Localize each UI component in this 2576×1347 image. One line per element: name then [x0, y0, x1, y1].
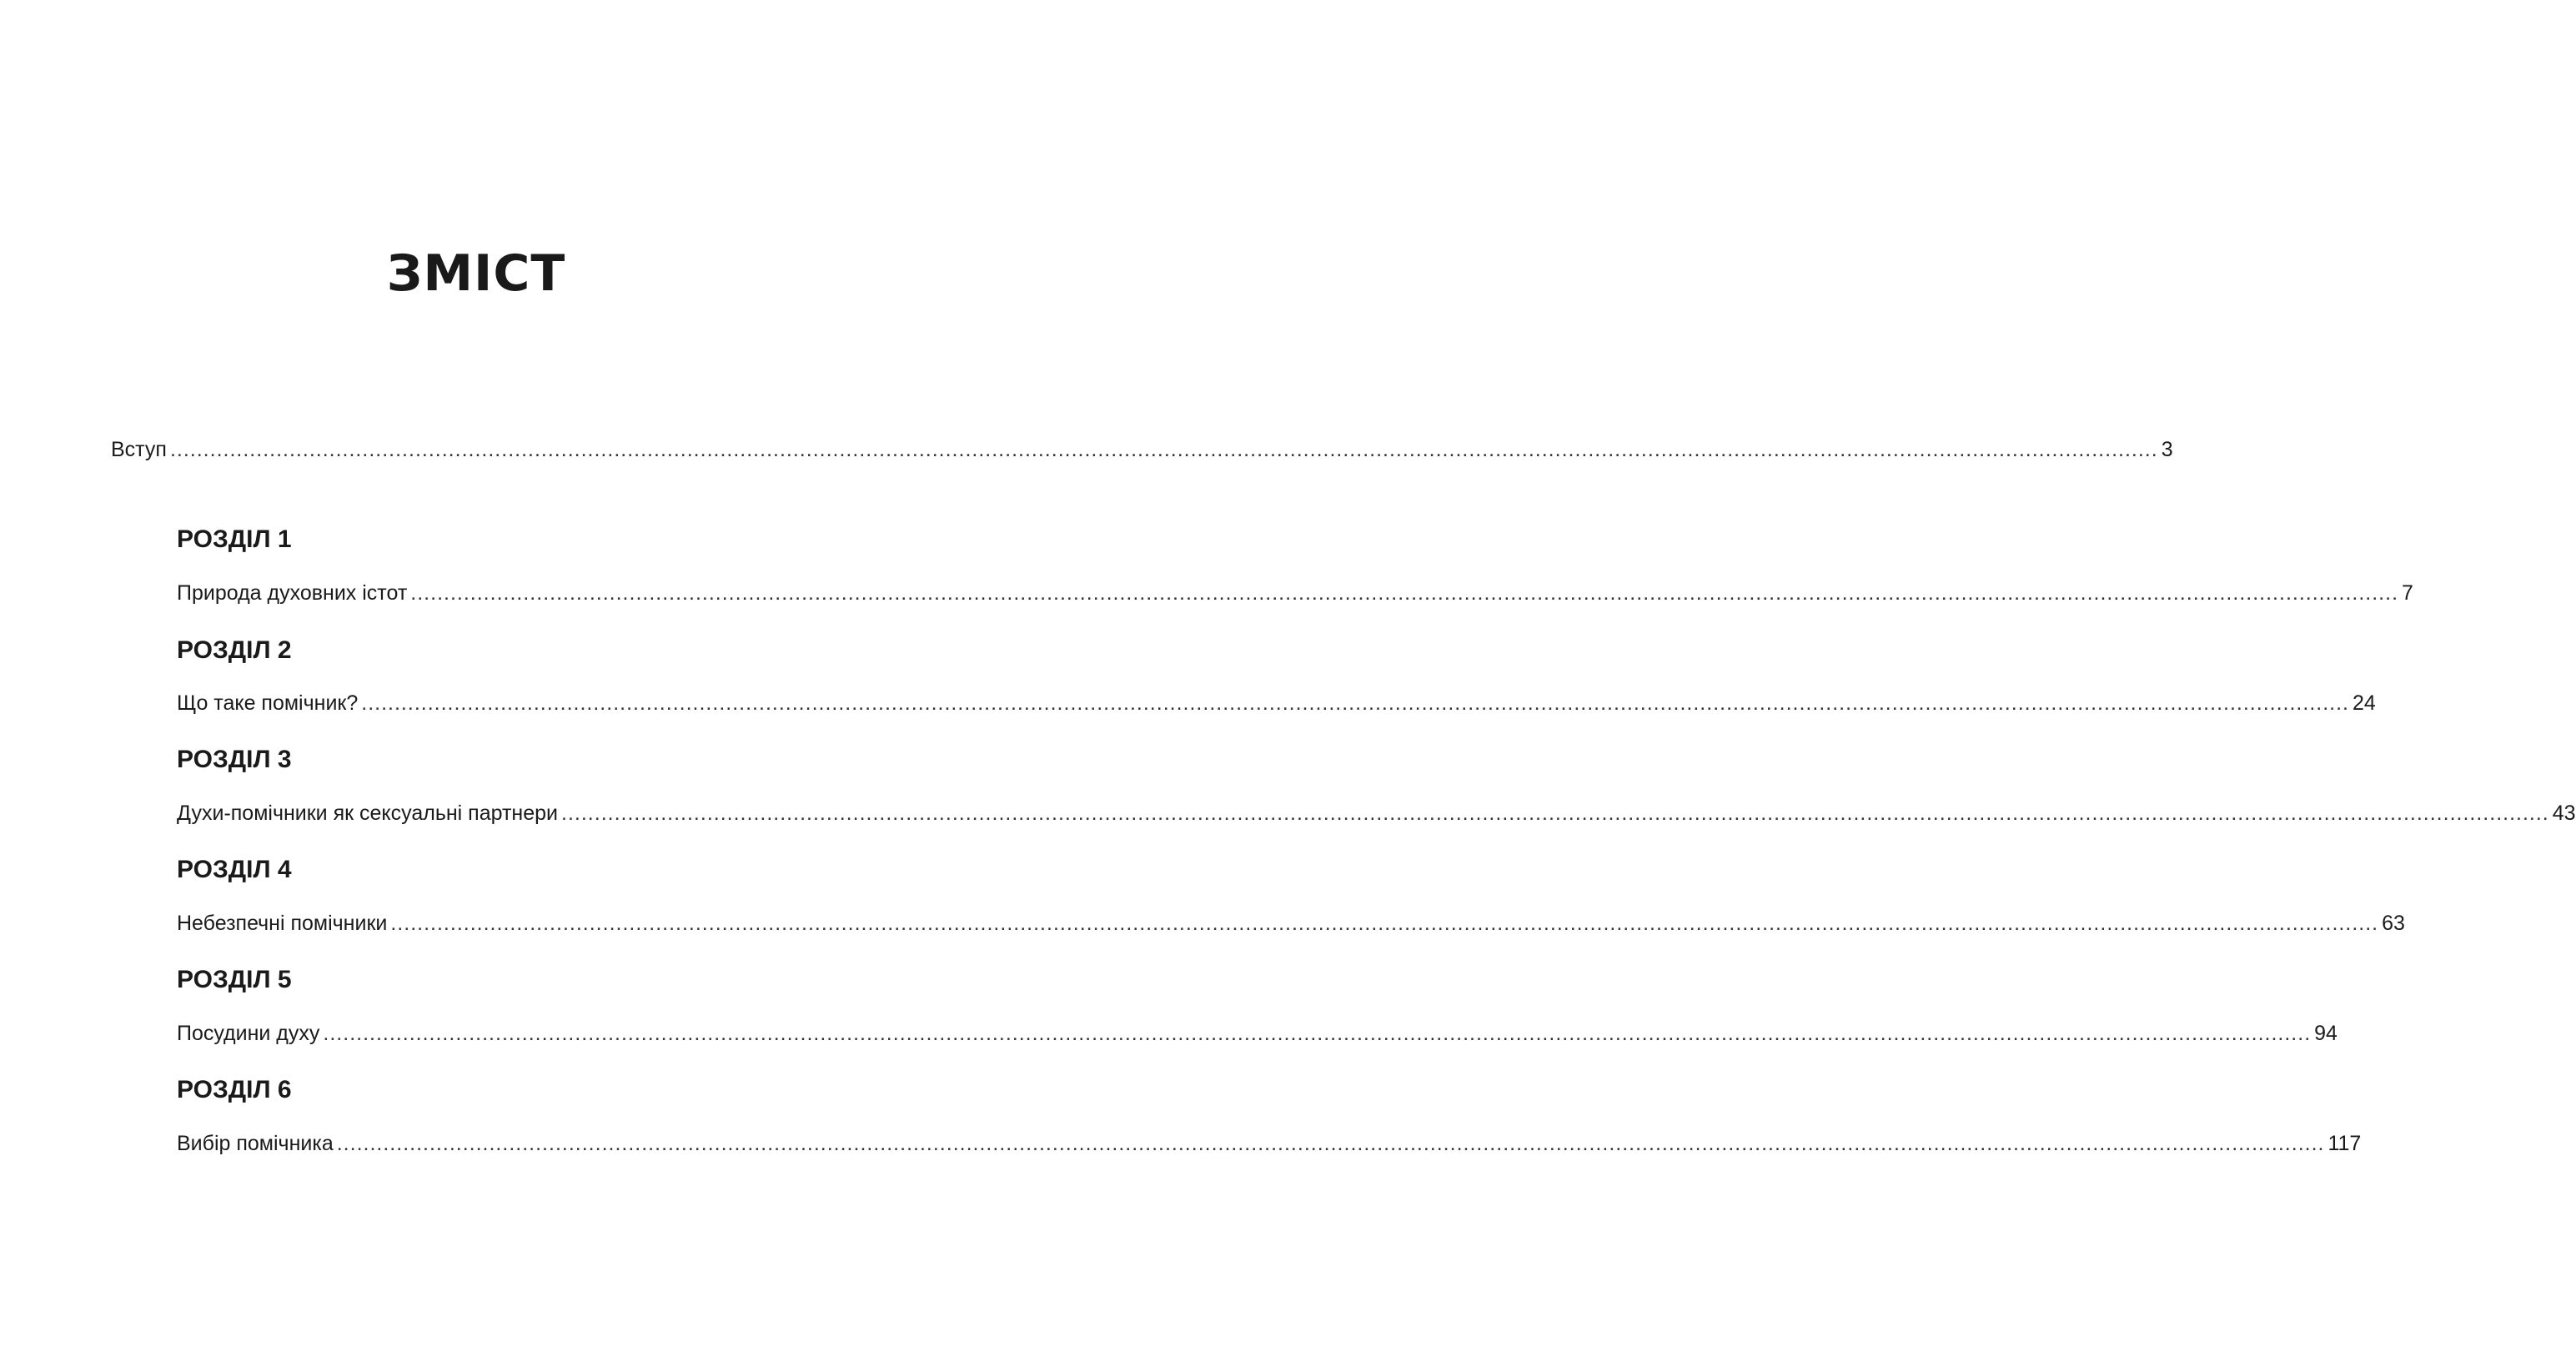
toc-page-number: 63 [2382, 912, 2405, 935]
chapter-heading-2: РОЗДІЛ 2 [177, 636, 292, 664]
chapter-heading-5: РОЗДІЛ 5 [177, 966, 292, 993]
dot-leader: ............................................................................................................................................................................................................................................................................................................ [169, 438, 2158, 461]
chapter-heading-6: РОЗДІЛ 6 [177, 1076, 292, 1103]
chapter-heading-1: РОЗДІЛ 1 [177, 525, 292, 553]
toc-entry-chapter-1[interactable] [177, 580, 2413, 606]
toc-entry-title: Вступ [111, 438, 167, 461]
toc-page-number: 117 [2327, 1132, 2362, 1155]
dot-leader: ............................................................................................................................................................................................................................................................................................................ [323, 1022, 2312, 1045]
chapter-heading-4: РОЗДІЛ 4 [177, 856, 292, 883]
toc-entry-chapter-4[interactable] [177, 910, 2405, 937]
toc-page-number: 3 [2161, 438, 2173, 461]
chapter-heading-3: РОЗДІЛ 3 [177, 746, 292, 773]
page-title: ЗМІСТ [386, 244, 566, 303]
dot-leader: ............................................................................................................................................................................................................................................................................................................ [561, 802, 2549, 825]
toc-page-number: 94 [2314, 1022, 2337, 1045]
toc-entry-chapter-5[interactable] [177, 1020, 2337, 1047]
toc-entry-chapter-2[interactable] [177, 690, 2376, 716]
toc-entry-title: Що таке помічник? [177, 691, 359, 715]
toc-entry-chapter-6[interactable] [177, 1130, 2362, 1157]
toc-entry-title: Посудини духу [177, 1022, 320, 1045]
dot-leader: ............................................................................................................................................................................................................................................................................................................ [336, 1132, 2325, 1155]
dot-leader: ............................................................................................................................................................................................................................................................................................................ [410, 581, 2399, 605]
toc-page-number: 43 [2552, 802, 2576, 825]
toc-entry-title: Вибір помічника [177, 1132, 334, 1155]
dot-leader: ............................................................................................................................................................................................................................................................................................................ [390, 912, 2379, 935]
toc-entry-title: Небезпечні помічники [177, 912, 388, 935]
toc-entry-chapter-3[interactable] [177, 800, 2576, 827]
toc-entry-title: Природа духовних істот [177, 581, 408, 605]
toc-entry-intro[interactable] [111, 436, 2173, 463]
toc-page-number: 7 [2402, 581, 2413, 605]
dot-leader: ............................................................................................................................................................................................................................................................................................................ [361, 691, 2349, 715]
toc-entry-title: Духи-помічники як сексуальні партнери [177, 802, 559, 825]
toc-page-number: 24 [2353, 691, 2376, 715]
